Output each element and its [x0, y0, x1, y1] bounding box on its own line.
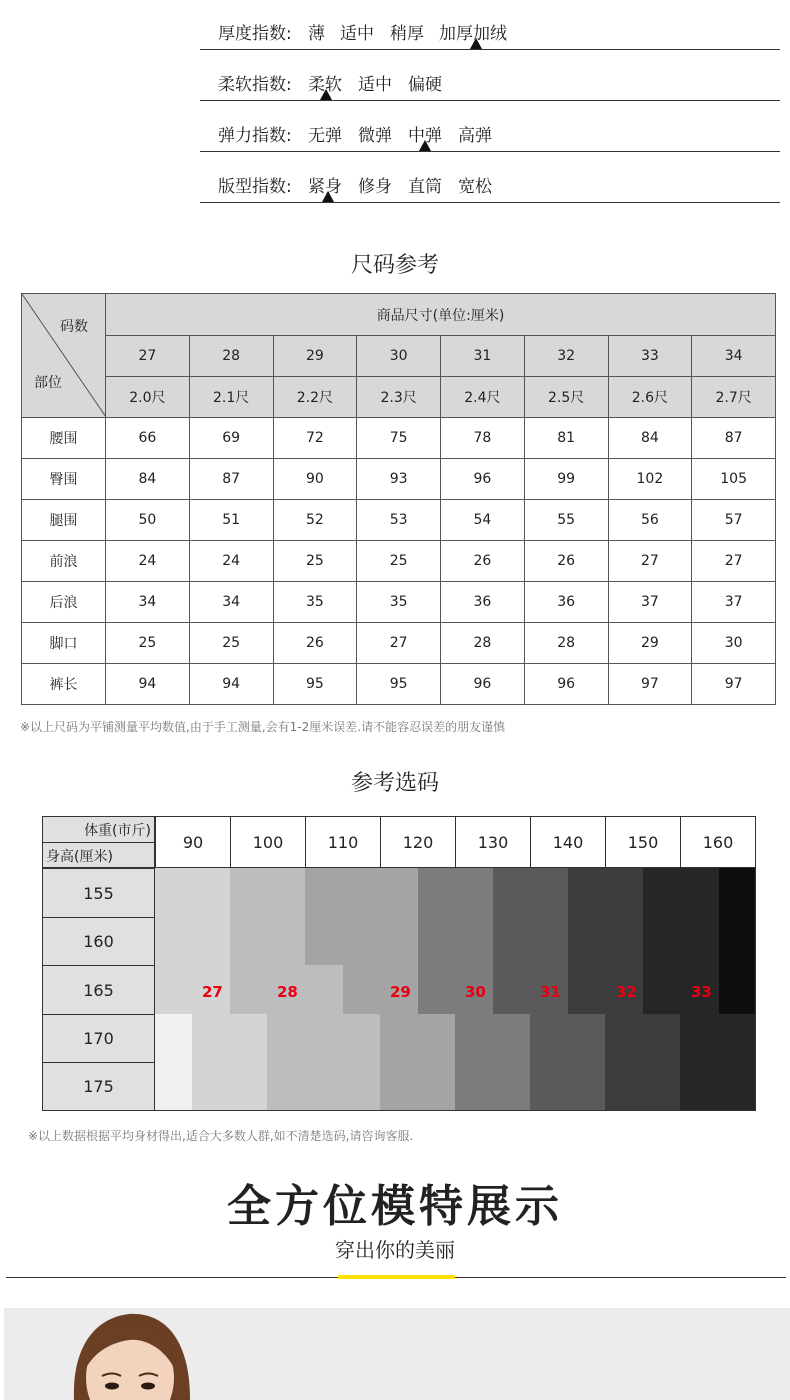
- ref-section-title: 参考选码: [350, 771, 439, 796]
- measure-name-cell: 腰围: [22, 418, 106, 459]
- measure-value-cell: 29: [608, 623, 692, 664]
- thickness-index-row: [200, 0, 780, 50]
- weight-header: 110: [305, 816, 381, 868]
- size-body: [22, 418, 776, 705]
- divider: [200, 100, 780, 101]
- index-label: 版型指数:: [218, 177, 292, 197]
- measure-value-cell: 37: [608, 582, 692, 623]
- table-row: [22, 582, 776, 623]
- weight-header: 140: [530, 816, 606, 868]
- diagonal-line: [22, 294, 106, 417]
- size-number-cell: 27: [106, 336, 190, 377]
- index-option: 修身: [358, 177, 392, 197]
- measure-value-cell: 102: [608, 459, 692, 500]
- measure-value-cell: 26: [273, 623, 357, 664]
- index-option: 中弹: [408, 126, 442, 146]
- size-label: 33: [691, 983, 712, 1001]
- size-section-title: 尺码参考: [350, 253, 439, 278]
- height-row-label: 170: [42, 1014, 155, 1063]
- index-marker-icon: [320, 89, 332, 100]
- table-row: [22, 664, 776, 705]
- measure-value-cell: 27: [357, 623, 441, 664]
- size-header: 商品尺寸(单位:厘米): [106, 294, 776, 336]
- measure-value-cell: 36: [524, 582, 608, 623]
- divider: [200, 151, 780, 152]
- size-chi-cell: 2.3尺: [357, 377, 441, 418]
- divider: [200, 202, 780, 203]
- measure-value-cell: 81: [524, 418, 608, 459]
- weight-header: 130: [455, 816, 531, 868]
- divider: [200, 49, 780, 50]
- measure-value-cell: 27: [608, 541, 692, 582]
- index-option: 无弹: [308, 126, 342, 146]
- measure-name-cell: 腿围: [22, 500, 106, 541]
- measure-value-cell: 36: [441, 582, 525, 623]
- size-table: [21, 293, 776, 705]
- measure-value-cell: 24: [189, 541, 273, 582]
- height-row-label: 155: [42, 868, 155, 918]
- measure-value-cell: 69: [189, 418, 273, 459]
- table-row: [22, 623, 776, 664]
- model-section-title: 全方位模特展示: [227, 1181, 563, 1232]
- measure-value-cell: 87: [189, 459, 273, 500]
- measure-value-cell: 27: [692, 541, 776, 582]
- measure-value-cell: 57: [692, 500, 776, 541]
- measure-value-cell: 94: [106, 664, 190, 705]
- index-option: 加厚加绒: [439, 24, 507, 44]
- size-chi-cell: 2.1尺: [189, 377, 273, 418]
- measure-name-cell: 前浪: [22, 541, 106, 582]
- elasticity-index-row: [200, 102, 780, 152]
- height-row-label: 175: [42, 1062, 155, 1111]
- index-label: 厚度指数:: [218, 24, 292, 44]
- size-number-cell: 30: [357, 336, 441, 377]
- measure-value-cell: 75: [357, 418, 441, 459]
- table-row: [22, 500, 776, 541]
- measure-value-cell: 105: [692, 459, 776, 500]
- reference-chart: [42, 816, 756, 1111]
- model-photo: [4, 1308, 790, 1400]
- measure-value-cell: 84: [106, 459, 190, 500]
- accent-bar: [338, 1275, 455, 1279]
- size-number-cell: 28: [189, 336, 273, 377]
- size-number-cell: 33: [608, 336, 692, 377]
- size-chi-cell: 2.6尺: [608, 377, 692, 418]
- height-row-label: 165: [42, 965, 155, 1015]
- size-number-cell: 29: [273, 336, 357, 377]
- measure-value-cell: 25: [106, 623, 190, 664]
- measure-value-cell: 66: [106, 418, 190, 459]
- measure-value-cell: 96: [441, 664, 525, 705]
- measure-value-cell: 25: [273, 541, 357, 582]
- measure-value-cell: 97: [692, 664, 776, 705]
- size-chi-cell: 2.5尺: [524, 377, 608, 418]
- measure-value-cell: 52: [273, 500, 357, 541]
- height-axis-label: 身高(厘米): [46, 849, 113, 865]
- fit-index-row: [200, 153, 780, 203]
- index-option: 宽松: [458, 177, 492, 197]
- softness-index-row: [200, 51, 780, 101]
- size-label: 28: [277, 983, 298, 1001]
- index-option: 直筒: [408, 177, 442, 197]
- measure-value-cell: 28: [524, 623, 608, 664]
- weight-header: 100: [230, 816, 306, 868]
- measure-value-cell: 93: [357, 459, 441, 500]
- index-option: 微弹: [358, 126, 392, 146]
- weight-header: 160: [680, 816, 756, 868]
- table-row: [22, 459, 776, 500]
- index-marker-icon: [470, 38, 482, 49]
- measure-value-cell: 54: [441, 500, 525, 541]
- model-portrait-icon: [4, 1308, 790, 1400]
- table-row: [22, 541, 776, 582]
- weight-axis-label: 体重(市斤): [84, 823, 151, 839]
- index-option: 适中: [358, 75, 392, 95]
- measure-value-cell: 28: [441, 623, 525, 664]
- measure-value-cell: 97: [608, 664, 692, 705]
- index-marker-icon: [419, 140, 431, 151]
- size-number-cell: 34: [692, 336, 776, 377]
- size-label: 32: [616, 983, 637, 1001]
- size-label: 30: [465, 983, 486, 1001]
- size-chi-cell: 2.2尺: [273, 377, 357, 418]
- measure-value-cell: 72: [273, 418, 357, 459]
- index-label: 柔软指数:: [218, 75, 292, 95]
- measure-value-cell: 53: [357, 500, 441, 541]
- measure-value-cell: 35: [273, 582, 357, 623]
- index-option: 适中: [340, 24, 374, 44]
- index-option: 偏硬: [408, 75, 442, 95]
- measure-value-cell: 96: [524, 664, 608, 705]
- measure-value-cell: 25: [357, 541, 441, 582]
- measure-value-cell: 50: [106, 500, 190, 541]
- index-option: 柔软: [308, 75, 342, 95]
- size-label: 29: [390, 983, 411, 1001]
- size-number-cell: 31: [441, 336, 525, 377]
- measure-value-cell: 99: [524, 459, 608, 500]
- model-section-subtitle: 穿出你的美丽: [335, 1238, 455, 1262]
- measure-value-cell: 25: [189, 623, 273, 664]
- table-row: [22, 418, 776, 459]
- measure-value-cell: 34: [189, 582, 273, 623]
- size-number-row: [22, 336, 776, 377]
- measure-value-cell: 95: [357, 664, 441, 705]
- height-row-label: 160: [42, 917, 155, 966]
- measure-value-cell: 96: [441, 459, 525, 500]
- measure-name-cell: 臀围: [22, 459, 106, 500]
- ref-corner-cell: [42, 816, 155, 868]
- index-marker-icon: [322, 191, 334, 202]
- measure-value-cell: 56: [608, 500, 692, 541]
- measure-name-cell: 脚口: [22, 623, 106, 664]
- size-chi-cell: 2.7尺: [692, 377, 776, 418]
- index-option: 稍厚: [390, 24, 424, 44]
- measure-value-cell: 37: [692, 582, 776, 623]
- weight-header: 120: [380, 816, 456, 868]
- index-option: 紧身: [308, 177, 342, 197]
- size-chi-row: [22, 377, 776, 418]
- weight-header: 150: [605, 816, 681, 868]
- measure-value-cell: 78: [441, 418, 525, 459]
- index-label: 弹力指数:: [218, 126, 292, 146]
- size-chi-cell: 2.0尺: [106, 377, 190, 418]
- index-option: 高弹: [458, 126, 492, 146]
- size-note: ※以上尺码为平铺测量平均数值,由于手工测量,会有1-2厘米误差.请不能容忍误差的朋友谨慎: [20, 720, 506, 734]
- measure-value-cell: 95: [273, 664, 357, 705]
- measure-value-cell: 24: [106, 541, 190, 582]
- measure-value-cell: 90: [273, 459, 357, 500]
- table-corner-cell: [22, 294, 106, 418]
- size-chi-cell: 2.4尺: [441, 377, 525, 418]
- measure-value-cell: 84: [608, 418, 692, 459]
- size-label: 27: [202, 983, 223, 1001]
- measure-value-cell: 26: [441, 541, 525, 582]
- measure-name-cell: 裤长: [22, 664, 106, 705]
- corner-top-label: 码数: [60, 319, 88, 335]
- ref-note: ※以上数据根据平均身材得出,适合大多数人群,如不清楚选码,请咨询客服.: [28, 1129, 414, 1143]
- measure-value-cell: 30: [692, 623, 776, 664]
- measure-value-cell: 35: [357, 582, 441, 623]
- measure-value-cell: 94: [189, 664, 273, 705]
- measure-value-cell: 51: [189, 500, 273, 541]
- measure-value-cell: 26: [524, 541, 608, 582]
- index-option: 薄: [308, 24, 325, 44]
- measure-value-cell: 55: [524, 500, 608, 541]
- corner-bottom-label: 部位: [34, 375, 62, 391]
- measure-value-cell: 34: [106, 582, 190, 623]
- size-label: 31: [540, 983, 561, 1001]
- size-number-cell: 32: [524, 336, 608, 377]
- measure-name-cell: 后浪: [22, 582, 106, 623]
- measure-value-cell: 87: [692, 418, 776, 459]
- weight-header: 90: [155, 816, 231, 868]
